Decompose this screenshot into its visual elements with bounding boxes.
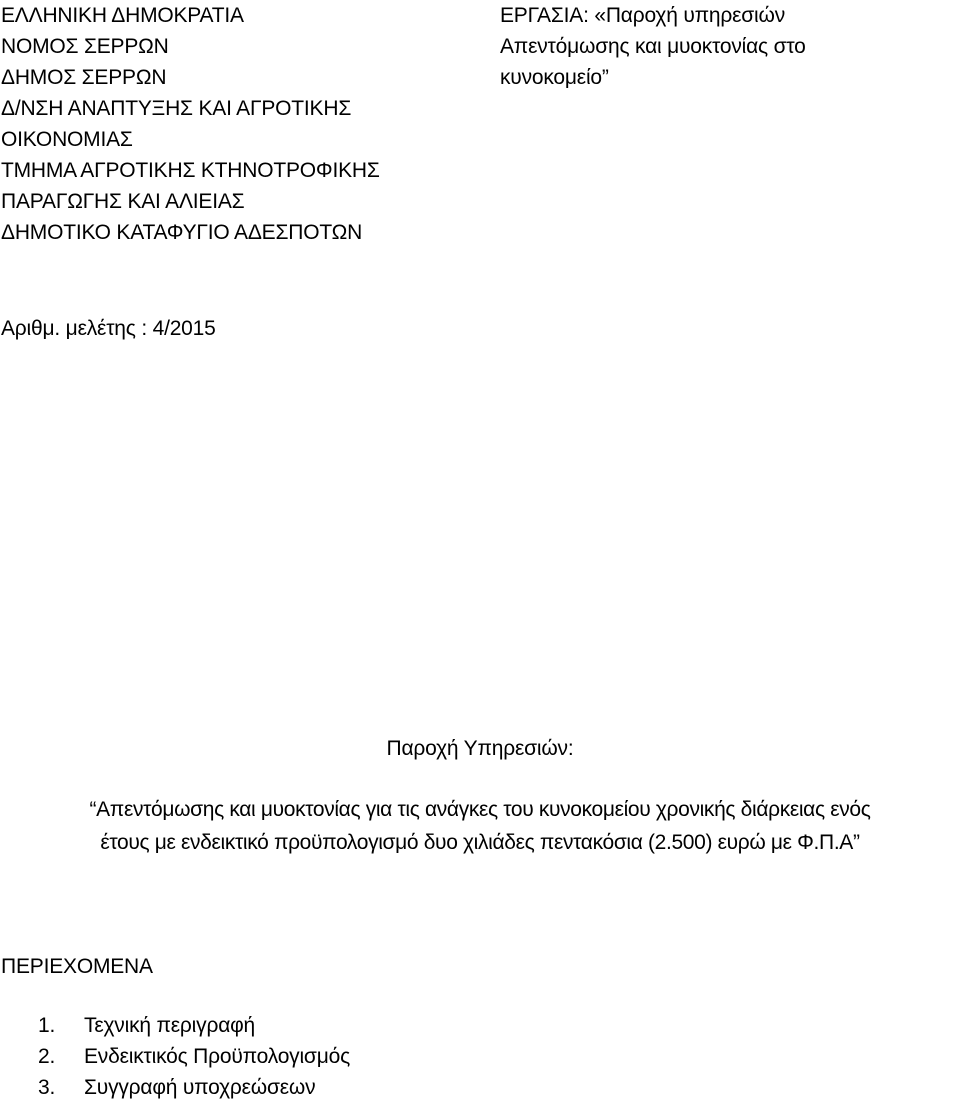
contents-item-number: 2. [38,1045,56,1068]
authority-line: ΤΜΗΜΑ ΑΓΡΟΤΙΚΗΣ ΚΤΗΝΟΤΡΟΦΙΚΗΣ [1,159,380,182]
contents-item-number: 3. [38,1076,56,1099]
authority-line: Δ/ΝΣΗ ΑΝΑΠΤΥΞΗΣ ΚΑΙ ΑΓΡΟΤΙΚΗΣ [1,97,352,120]
authority-line: ΠΑΡΑΓΩΓΗΣ ΚΑΙ ΑΛΙΕΙΑΣ [1,190,245,213]
project-line: ΕΡΓΑΣΙΑ: «Παροχή υπηρεσιών [500,4,786,27]
authority-line: ΕΛΛΗΝΙΚΗ ΔΗΜΟΚΡΑΤΙΑ [1,4,244,27]
contents-item-label: Ενδεικτικός Προϋπολογισμός [84,1045,350,1068]
contents-item-number: 1. [38,1014,56,1037]
contents-list [0,1010,350,1103]
authority-header [1,0,471,248]
service-description [0,793,960,859]
contents-item-label: Τεχνική περιγραφή [84,1014,256,1037]
contents-item [0,1072,350,1103]
contents-title: ΠΕΡΙΕΧΟΜΕΝΑ [1,955,153,978]
authority-line: ΟΙΚΟΝΟΜΙΑΣ [1,128,133,151]
service-description-line: “Απεντόμωσης και μυοκτονίας για τις ανάγκες του κυνοκομείου χρονικής διάρκειας ενός [89,798,871,821]
contents-item [0,1041,350,1072]
project-line: Απεντόμωσης και μυοκτονίας στο [500,35,806,58]
service-title: Παροχή Υπηρεσιών: [386,737,574,760]
project-line: κυνοκομείο” [500,66,609,89]
study-number: Αριθμ. μελέτης : 4/2015 [1,317,216,340]
service-description-line: έτους με ενδεικτικό προϋπολογισμό δυο χιλιάδες πεντακόσια (2.500) ευρώ με Φ.Π.Α” [100,831,860,854]
authority-line: ΝΟΜΟΣ ΣΕΡΡΩΝ [1,35,169,58]
contents-item-label: Συγγραφή υποχρεώσεων [84,1076,316,1099]
contents-item [0,1010,350,1041]
project-header [500,0,950,93]
authority-line: ΔΗΜΟΣ ΣΕΡΡΩΝ [1,66,167,89]
authority-line: ΔΗΜΟΤΙΚΟ ΚΑΤΑΦΥΓΙΟ ΑΔΕΣΠΟΤΩΝ [1,221,363,244]
